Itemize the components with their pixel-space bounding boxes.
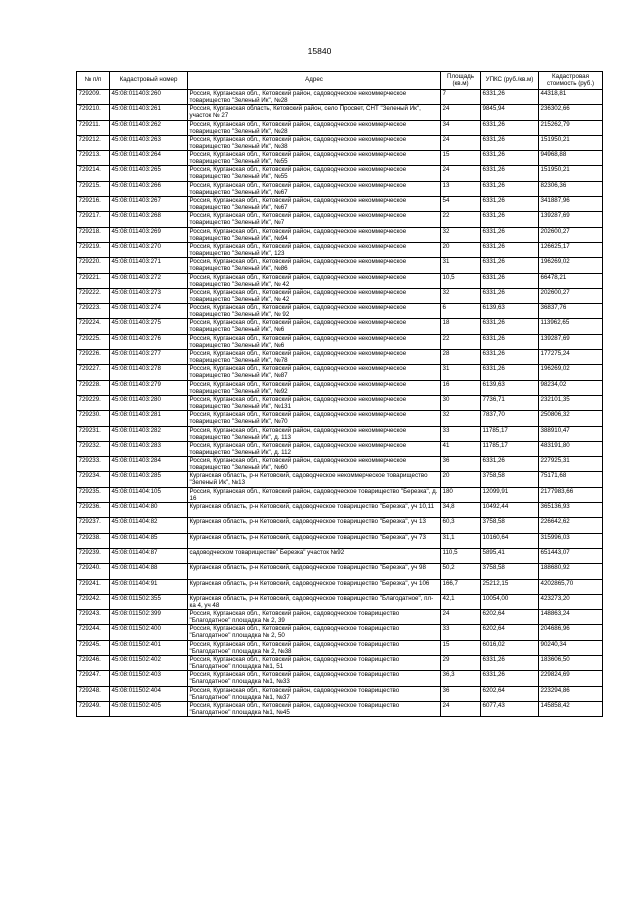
cell-cadastral: 45:08:011403:284: [110, 457, 188, 472]
cell-cadastral: 45:08:011403:270: [110, 242, 188, 257]
table-row: [77, 181, 603, 196]
cell-cadastral: 45:08:011403:273: [110, 288, 188, 303]
cell-cadastral: 45:08:011502:400: [110, 625, 188, 640]
cell-num: 729219.: [77, 242, 110, 257]
cell-value: 223294,86: [539, 686, 603, 701]
cell-upks: 6331,26: [481, 319, 539, 334]
cell-upks: 6016,02: [481, 640, 539, 655]
cell-cadastral: 45:08:011403:272: [110, 273, 188, 288]
cell-num: 729240.: [77, 564, 110, 579]
cell-address: Россия, Курганская обл., Кетовский район, садоводческое товарищество "Благодатное" площадка № 2, 50: [188, 625, 441, 640]
cell-num: 729223.: [77, 304, 110, 319]
cell-num: 729246.: [77, 655, 110, 670]
cell-address: Россия, Курганская обл., Кетовский район, садоводческое некоммерческое товарищество "Зеленый Ик", № 42: [188, 288, 441, 303]
table-row: [77, 457, 603, 472]
cell-value: 177275,24: [539, 350, 603, 365]
table-row: [77, 640, 603, 655]
cell-address: Россия, Курганская обл., Кетовский район, садоводческое товарищество "Благодатное" площадка №1, №33: [188, 671, 441, 686]
cell-upks: 6202,64: [481, 686, 539, 701]
cell-value: 365136,93: [539, 503, 603, 518]
cell-num: 729249.: [77, 701, 110, 716]
table-row: [77, 579, 603, 594]
cell-value: 229824,69: [539, 671, 603, 686]
table-row: [77, 365, 603, 380]
cell-num: 729221.: [77, 273, 110, 288]
table-row: [77, 105, 603, 120]
cell-upks: 6331,26: [481, 135, 539, 150]
cell-area: 24: [441, 166, 481, 181]
table-row: [77, 671, 603, 686]
cell-area: 29: [441, 655, 481, 670]
table-row: [77, 487, 603, 502]
cell-area: 41: [441, 441, 481, 456]
cell-address: Курганская область, р-н Кетовский, садоводческое товарищество "Березка", уч 73: [188, 533, 441, 548]
cell-address: Россия, Курганская обл., Кетовский район, садоводческое некоммерческое товарищество "Зеленый Ик", №55: [188, 151, 441, 166]
cell-cadastral: 45:08:011403:282: [110, 426, 188, 441]
cell-address: Россия, Курганская обл., Кетовский район, садоводческое некоммерческое товарищество "Зеленый Ик", №38: [188, 135, 441, 150]
cell-area: 22: [441, 212, 481, 227]
cell-area: 15: [441, 640, 481, 655]
table-row: [77, 625, 603, 640]
cell-upks: 6202,64: [481, 610, 539, 625]
cadastral-table: [76, 71, 603, 717]
cell-address: Россия, Курганская область, Кетовский район, село Просвет, СНТ "Зеленый Ик", участок № 27: [188, 105, 441, 120]
cell-num: 729247.: [77, 671, 110, 686]
cell-address: Россия, Курганская обл., Кетовский район, садоводческое некоммерческое товарищество "Зеленый Ик", №92: [188, 380, 441, 395]
cell-cadastral: 45:08:011403:274: [110, 304, 188, 319]
cell-num: 729237.: [77, 518, 110, 533]
cell-num: 729209.: [77, 90, 110, 105]
cell-upks: 3758,58: [481, 564, 539, 579]
cell-value: 44318,81: [539, 90, 603, 105]
cell-value: 423273,20: [539, 594, 603, 609]
cell-area: 34: [441, 120, 481, 135]
cell-num: 729231.: [77, 426, 110, 441]
cell-address: Россия, Курганская обл., Кетовский район, садоводческое некоммерческое товарищество "Зеленый Ик", №86: [188, 258, 441, 273]
table-row: [77, 518, 603, 533]
cell-num: 729239.: [77, 548, 110, 563]
cell-address: Россия, Курганская обл., Кетовский район, садоводческое некоммерческое товарищество "Зеленый Ик", №67: [188, 197, 441, 212]
cell-value: 202600,27: [539, 288, 603, 303]
cell-upks: 6331,26: [481, 655, 539, 670]
cell-area: 30: [441, 395, 481, 410]
cell-address: Россия, Курганская обл., Кетовский район, садоводческое некоммерческое товарищество "Зеленый Ик", №6: [188, 319, 441, 334]
table-row: [77, 197, 603, 212]
cell-num: 729235.: [77, 487, 110, 502]
table-row: [77, 334, 603, 349]
table-header-row: [77, 72, 603, 90]
cell-area: 18: [441, 319, 481, 334]
table-row: [77, 441, 603, 456]
cell-value: 151950,21: [539, 166, 603, 181]
table-row: [77, 548, 603, 563]
cell-address: Курганская область, р-н Кетовский, садоводческое товарищество "Березка", уч 106: [188, 579, 441, 594]
cell-area: 32: [441, 411, 481, 426]
cell-address: Россия, Курганская обл., Кетовский район, садоводческое товарищество "Благодатное" площадка №1, №45: [188, 701, 441, 716]
page-number: 15840: [307, 46, 332, 56]
cell-value: 113962,65: [539, 319, 603, 334]
cell-cadastral: 45:08:011404:80: [110, 503, 188, 518]
cell-upks: 6077,43: [481, 701, 539, 716]
cell-upks: 6331,26: [481, 181, 539, 196]
cell-upks: 9845,94: [481, 105, 539, 120]
cell-address: Россия, Курганская обл., Кетовский район, садоводческое некоммерческое товарищество "Зеленый Ик", №87: [188, 365, 441, 380]
cell-area: 13: [441, 181, 481, 196]
cell-address: Россия, Курганская обл., Кетовский район, садоводческое товарищество "Благодатное" площадка №1, №37: [188, 686, 441, 701]
cell-area: 15: [441, 151, 481, 166]
cell-num: 729215.: [77, 181, 110, 196]
cell-area: 32: [441, 227, 481, 242]
header-address: Адрес: [188, 72, 441, 90]
cell-upks: 11785,17: [481, 441, 539, 456]
table-row: [77, 350, 603, 365]
table-row: [77, 472, 603, 487]
cell-area: 6: [441, 304, 481, 319]
cell-area: 42,1: [441, 594, 481, 609]
cell-value: 98234,02: [539, 380, 603, 395]
cell-area: 24: [441, 105, 481, 120]
cell-address: Россия, Курганская обл., Кетовский район, садоводческое некоммерческое товарищество "Зеленый Ик", 123: [188, 242, 441, 257]
table-row: [77, 503, 603, 518]
cell-value: 250806,32: [539, 411, 603, 426]
cell-num: 729229.: [77, 395, 110, 410]
cell-cadastral: 45:08:011404:82: [110, 518, 188, 533]
cell-value: 196269,02: [539, 365, 603, 380]
cell-address: Россия, Курганская обл., Кетовский район, садоводческое некоммерческое товарищество "Зеленый Ик", №70: [188, 411, 441, 426]
cell-upks: 10492,44: [481, 503, 539, 518]
cell-area: 166,7: [441, 579, 481, 594]
cell-area: 16: [441, 380, 481, 395]
cell-upks: 6331,26: [481, 288, 539, 303]
cell-value: 94968,88: [539, 151, 603, 166]
cell-cadastral: 45:08:011403:280: [110, 395, 188, 410]
cell-address: Россия, Курганская обл., Кетовский район, садоводческое товарищество "Благодатное" площадка № 2, 39: [188, 610, 441, 625]
cell-num: 729214.: [77, 166, 110, 181]
cell-num: 729230.: [77, 411, 110, 426]
table-row: [77, 533, 603, 548]
cell-address: Россия, Курганская обл., Кетовский район, садоводческое товарищество "Благодатное" площадка № 2, №38: [188, 640, 441, 655]
header-upks: УПКС (руб./кв.м): [481, 72, 539, 90]
cell-area: 7: [441, 90, 481, 105]
cell-upks: 7736,71: [481, 395, 539, 410]
cell-value: 36837,76: [539, 304, 603, 319]
header-num: № п/п: [77, 72, 110, 90]
cell-upks: 6331,26: [481, 120, 539, 135]
cell-cadastral: 45:08:011403:276: [110, 334, 188, 349]
cell-value: 227925,31: [539, 457, 603, 472]
cell-upks: 6331,26: [481, 166, 539, 181]
cell-area: 110,5: [441, 548, 481, 563]
cell-num: 729218.: [77, 227, 110, 242]
cell-area: 54: [441, 197, 481, 212]
cell-cadastral: 45:08:011403:260: [110, 90, 188, 105]
cell-num: 729248.: [77, 686, 110, 701]
cell-address: Россия, Курганская обл., Кетовский район, садоводческое некоммерческое товарищество "Зеленый Ик", д. 113: [188, 426, 441, 441]
cell-area: 24: [441, 701, 481, 716]
cell-num: 729228.: [77, 380, 110, 395]
cell-cadastral: 45:08:011403:271: [110, 258, 188, 273]
cell-value: 183606,50: [539, 655, 603, 670]
cell-cadastral: 45:08:011403:263: [110, 135, 188, 150]
cell-area: 24: [441, 135, 481, 150]
table-row: [77, 120, 603, 135]
cell-cadastral: 45:08:011403:261: [110, 105, 188, 120]
cell-value: 90240,34: [539, 640, 603, 655]
cell-upks: 3758,58: [481, 518, 539, 533]
cell-area: 36: [441, 686, 481, 701]
cell-num: 729227.: [77, 365, 110, 380]
cell-upks: 10160,64: [481, 533, 539, 548]
table-row: [77, 594, 603, 609]
cell-num: 729233.: [77, 457, 110, 472]
cell-upks: 3758,58: [481, 472, 539, 487]
cell-value: 126625,17: [539, 242, 603, 257]
cell-value: 204686,96: [539, 625, 603, 640]
cell-cadastral: 45:08:011403:281: [110, 411, 188, 426]
cell-upks: 6331,26: [481, 671, 539, 686]
table-row: [77, 288, 603, 303]
cell-area: 36: [441, 457, 481, 472]
cell-cadastral: 45:08:011403:279: [110, 380, 188, 395]
cell-num: 729220.: [77, 258, 110, 273]
cell-num: 729232.: [77, 441, 110, 456]
cell-cadastral: 45:08:011403:265: [110, 166, 188, 181]
table-row: [77, 564, 603, 579]
cell-num: 729226.: [77, 350, 110, 365]
cell-num: 729217.: [77, 212, 110, 227]
cell-value: 4202865,70: [539, 579, 603, 594]
cell-value: 315996,03: [539, 533, 603, 548]
cell-upks: 6331,26: [481, 457, 539, 472]
cell-address: Россия, Курганская обл., Кетовский район, садоводческое некоммерческое товарищество "Зеленый Ик", №28: [188, 120, 441, 135]
header-area: Площадь (кв.м): [441, 72, 481, 90]
cell-cadastral: 45:08:011403:268: [110, 212, 188, 227]
cell-address: Россия, Курганская обл., Кетовский район, садоводческое товарищество "Благодатное" площадка №1, 51: [188, 655, 441, 670]
table-row: [77, 151, 603, 166]
table-body: [77, 90, 603, 717]
cell-cadastral: 45:08:011404:105: [110, 487, 188, 502]
cell-value: 82306,36: [539, 181, 603, 196]
cell-cadastral: 45:08:011404:91: [110, 579, 188, 594]
cell-cadastral: 45:08:011403:275: [110, 319, 188, 334]
cell-address: Курганская область, р-н Кетовский, садоводческое товарищество "Березка", уч 10,11: [188, 503, 441, 518]
cell-num: 729244.: [77, 625, 110, 640]
cell-address: Россия, Курганская обл., Кетовский район, садоводческое некоммерческое товарищество "Зеленый Ик", № 42: [188, 273, 441, 288]
cell-area: 31,1: [441, 533, 481, 548]
cell-area: 20: [441, 472, 481, 487]
cell-cadastral: 45:08:011403:262: [110, 120, 188, 135]
table-row: [77, 227, 603, 242]
table-row: [77, 380, 603, 395]
cell-value: 148863,24: [539, 610, 603, 625]
cell-value: 2177983,66: [539, 487, 603, 502]
cell-num: 729212.: [77, 135, 110, 150]
cell-num: 729224.: [77, 319, 110, 334]
table-row: [77, 686, 603, 701]
cell-upks: 6331,26: [481, 365, 539, 380]
cell-address: Россия, Курганская обл., Кетовский район, садоводческое некоммерческое товарищество "Зеленый Ик", №55: [188, 166, 441, 181]
cell-upks: 6331,26: [481, 350, 539, 365]
cell-upks: 6331,26: [481, 227, 539, 242]
cell-upks: 7837,70: [481, 411, 539, 426]
cell-cadastral: 45:08:011404:85: [110, 533, 188, 548]
cell-cadastral: 45:08:011403:267: [110, 197, 188, 212]
cell-area: 33: [441, 625, 481, 640]
cell-area: 24: [441, 610, 481, 625]
cell-value: 341887,96: [539, 197, 603, 212]
cell-address: Россия, Курганская обл., Кетовский район, садоводческое некоммерческое товарищество "Зеленый Ик", №78: [188, 350, 441, 365]
table-row: [77, 258, 603, 273]
cell-upks: 6331,26: [481, 90, 539, 105]
cell-upks: 6202,64: [481, 625, 539, 640]
cell-address: Курганская область, р-н Кетовский, садоводческое некоммерческое товарищество "Зеленый Ик", №13: [188, 472, 441, 487]
cell-value: 232101,35: [539, 395, 603, 410]
cell-address: Россия, Курганская обл., Кетовский район, садоводческое товарищество "Березка", д. 16: [188, 487, 441, 502]
cell-cadastral: 45:08:011502:402: [110, 655, 188, 670]
cell-area: 28: [441, 350, 481, 365]
cell-area: 22: [441, 334, 481, 349]
table-row: [77, 319, 603, 334]
cell-cadastral: 45:08:011502:355: [110, 594, 188, 609]
cell-value: 226642,62: [539, 518, 603, 533]
table-row: [77, 304, 603, 319]
cell-area: 31: [441, 365, 481, 380]
cell-upks: 25212,15: [481, 579, 539, 594]
cell-area: 60,3: [441, 518, 481, 533]
cell-area: 33: [441, 426, 481, 441]
table-row: [77, 242, 603, 257]
cell-cadastral: 45:08:011403:266: [110, 181, 188, 196]
header-cadastral: Кадастровый номер: [110, 72, 188, 90]
table-row: [77, 426, 603, 441]
cell-area: 180: [441, 487, 481, 502]
cell-cadastral: 45:08:011403:264: [110, 151, 188, 166]
cell-address: садоводческом товариществе" Березка" участок №92: [188, 548, 441, 563]
table-row: [77, 395, 603, 410]
cell-upks: 6331,26: [481, 197, 539, 212]
cell-num: 729238.: [77, 533, 110, 548]
cell-num: 729213.: [77, 151, 110, 166]
table-row: [77, 90, 603, 105]
table-row: [77, 273, 603, 288]
cell-address: Россия, Курганская обл., Кетовский район, садоводческое некоммерческое товарищество "Зеленый Ик", №6: [188, 334, 441, 349]
cell-value: 188680,92: [539, 564, 603, 579]
cell-num: 729225.: [77, 334, 110, 349]
cell-num: 729211.: [77, 120, 110, 135]
cell-num: 729216.: [77, 197, 110, 212]
cell-address: Россия, Курганская обл., Кетовский район, садоводческое некоммерческое товарищество "Зеленый Ик", № 92: [188, 304, 441, 319]
cell-value: 196269,02: [539, 258, 603, 273]
cell-cadastral: 45:08:011502:405: [110, 701, 188, 716]
cell-area: 20: [441, 242, 481, 257]
cell-address: Россия, Курганская обл., Кетовский район, садоводческое некоммерческое товарищество "Зеленый Ик", №28: [188, 90, 441, 105]
cell-num: 729243.: [77, 610, 110, 625]
cell-value: 66478,21: [539, 273, 603, 288]
cell-upks: 5895,41: [481, 548, 539, 563]
cell-upks: 6139,63: [481, 304, 539, 319]
cell-upks: 6331,26: [481, 273, 539, 288]
cell-cadastral: 45:08:011403:283: [110, 441, 188, 456]
cell-address: Россия, Курганская обл., Кетовский район, садоводческое некоммерческое товарищество "Зеленый Ик", №131: [188, 395, 441, 410]
cell-value: 202600,27: [539, 227, 603, 242]
cell-value: 215262,79: [539, 120, 603, 135]
cell-upks: 10054,00: [481, 594, 539, 609]
cell-address: Курганская область, р-н Кетовский, садоводческое товарищество "Березка", уч 13: [188, 518, 441, 533]
cell-value: 139287,69: [539, 334, 603, 349]
cell-value: 483191,80: [539, 441, 603, 456]
cell-area: 50,2: [441, 564, 481, 579]
cell-address: Россия, Курганская обл., Кетовский район, садоводческое некоммерческое товарищество "Зеленый Ик", №60: [188, 457, 441, 472]
cell-address: Курганская область, р-н Кетовский, садоводческое товарищество "Березка", уч 98: [188, 564, 441, 579]
cell-num: 729241.: [77, 579, 110, 594]
cell-area: 10,5: [441, 273, 481, 288]
cell-value: 651443,07: [539, 548, 603, 563]
cell-cadastral: 45:08:011502:401: [110, 640, 188, 655]
table-row: [77, 411, 603, 426]
cell-address: Курганская область, р-н Кетовский, садоводческое товарищество "Благодатное", пл-ка 4, уч 48: [188, 594, 441, 609]
cell-area: 36,3: [441, 671, 481, 686]
cell-cadastral: 45:08:011404:88: [110, 564, 188, 579]
cell-value: 75171,68: [539, 472, 603, 487]
cell-num: 729236.: [77, 503, 110, 518]
cell-num: 729210.: [77, 105, 110, 120]
cell-address: Россия, Курганская обл., Кетовский район, садоводческое некоммерческое товарищество "Зеленый Ик", №7: [188, 212, 441, 227]
cell-upks: 12099,91: [481, 487, 539, 502]
cell-area: 31: [441, 258, 481, 273]
cell-area: 34,8: [441, 503, 481, 518]
table-row: [77, 655, 603, 670]
table-row: [77, 610, 603, 625]
table-row: [77, 135, 603, 150]
cell-upks: 6331,26: [481, 242, 539, 257]
cell-value: 236302,66: [539, 105, 603, 120]
cell-upks: 6331,26: [481, 258, 539, 273]
cell-num: 729234.: [77, 472, 110, 487]
cell-area: 32: [441, 288, 481, 303]
cell-cadastral: 45:08:011403:278: [110, 365, 188, 380]
table-row: [77, 701, 603, 716]
cell-value: 151950,21: [539, 135, 603, 150]
cell-upks: 6139,63: [481, 380, 539, 395]
cell-value: 139287,69: [539, 212, 603, 227]
cell-value: 145858,42: [539, 701, 603, 716]
cell-num: 729245.: [77, 640, 110, 655]
cell-num: 729222.: [77, 288, 110, 303]
header-value: Кадастровая стоимость (руб.): [539, 72, 603, 90]
table-row: [77, 212, 603, 227]
cell-cadastral: 45:08:011403:277: [110, 350, 188, 365]
cell-cadastral: 45:08:011403:285: [110, 472, 188, 487]
cell-upks: 6331,26: [481, 212, 539, 227]
cell-upks: 6331,26: [481, 151, 539, 166]
cell-address: Россия, Курганская обл., Кетовский район, садоводческое некоммерческое товарищество "Зеленый Ик", д. 112: [188, 441, 441, 456]
cell-address: Россия, Курганская обл., Кетовский район, садоводческое некоммерческое товарищество "Зеленый Ик", №67: [188, 181, 441, 196]
cell-cadastral: 45:08:011502:404: [110, 686, 188, 701]
cell-cadastral: 45:08:011404:87: [110, 548, 188, 563]
cell-upks: 11785,17: [481, 426, 539, 441]
cell-upks: 6331,26: [481, 334, 539, 349]
cell-num: 729242.: [77, 594, 110, 609]
cell-cadastral: 45:08:011502:399: [110, 610, 188, 625]
cell-value: 388910,47: [539, 426, 603, 441]
table-row: [77, 166, 603, 181]
cell-address: Россия, Курганская обл., Кетовский район, садоводческое некоммерческое товарищество "Зеленый Ик", №94: [188, 227, 441, 242]
cell-cadastral: 45:08:011502:403: [110, 671, 188, 686]
cell-cadastral: 45:08:011403:269: [110, 227, 188, 242]
